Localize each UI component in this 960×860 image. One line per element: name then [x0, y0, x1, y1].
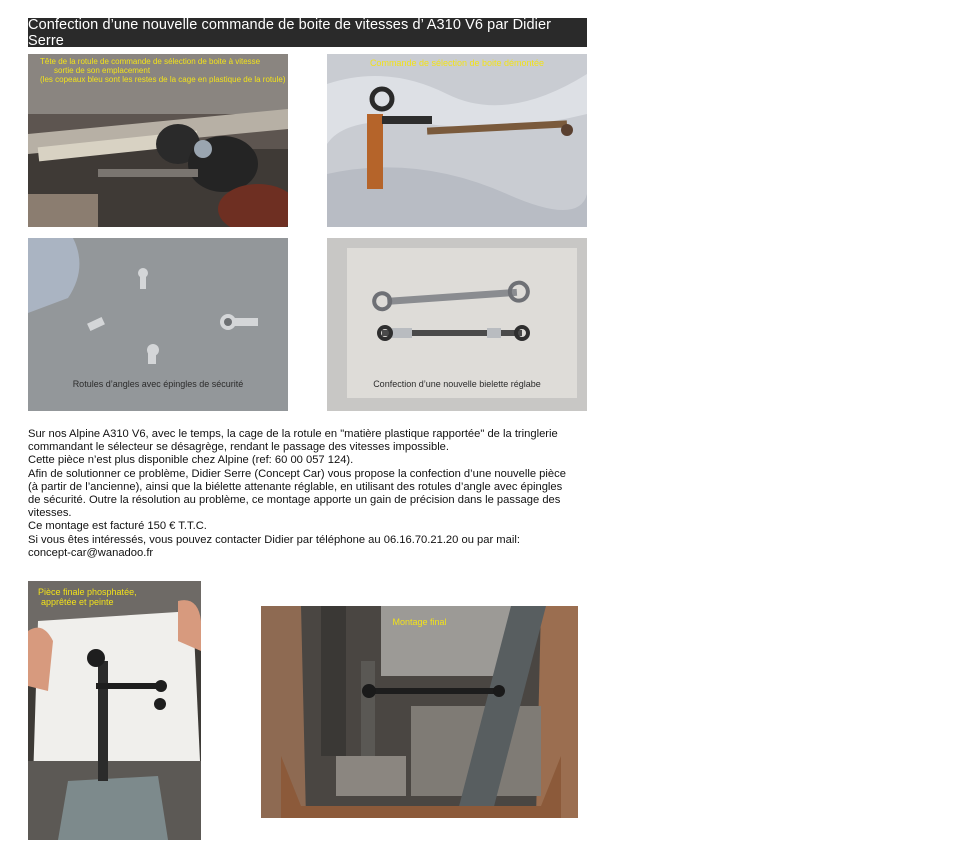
caption-line: Pièce finale phosphatée,: [38, 587, 137, 597]
caption-line: Tête de la rotule de commande de sélection de boite à vitesse: [40, 57, 261, 66]
contact-email[interactable]: concept-car@wanadoo.fr: [28, 546, 154, 559]
text-line: (à partir de l’ancienne), ainsi que la biélette attenante réglable, en utilisant des rotules d’angle avec épingles: [28, 480, 563, 493]
photo-ball-joints: [28, 238, 288, 411]
description-text: [28, 428, 598, 560]
photo-caption: Confection d’une nouvelle bielette réglabe: [373, 379, 541, 389]
photo-final-assembly: [261, 606, 578, 818]
page-title: Confection d’une nouvelle commande de boite de vitesses d’ A310 V6 par Didier Serre: [28, 18, 587, 47]
text-line: commandant le sélecteur se désagrège, rendant le passage des vitesses impossible.: [28, 441, 450, 454]
caption-line: apprêtée et peinte: [41, 597, 114, 607]
photo-ball-joint-in-place: [28, 54, 288, 227]
photo-new-link: [327, 238, 587, 411]
caption-line: (les copeaux bleu sont les restes de la cage en plastique de la rotule): [40, 75, 286, 84]
caption-line: sortie de son emplacement: [54, 66, 151, 75]
photo-caption: Montage final: [392, 617, 447, 627]
photo-caption: [40, 57, 285, 84]
photo-finished-part: [28, 581, 201, 840]
text-line: de sécurité. Outre la résolution au problème, ce montage apporte un gain de précision dans le passage des: [28, 494, 561, 507]
text-line: Sur nos Alpine A310 V6, avec le temps, la cage de la rotule en "matière plastique rapportée" de la tringlerie: [28, 428, 558, 440]
photo-caption: [38, 587, 137, 607]
text-line: Si vous êtes intéressés, vous pouvez contacter Didier par téléphone au 06.16.70.21.20 ou par mail:: [28, 533, 520, 546]
text-line: vitesses.: [28, 507, 72, 520]
text-line: Cette pièce n’est plus disponible chez Alpine (ref: 60 00 057 124).: [28, 454, 354, 467]
text-line: Afin de solutionner ce problème, Didier Serre (Concept Car) vous propose la confection d’une nouvelle pièce: [28, 467, 566, 480]
photo-caption: Commande de sélection de boite démontée: [369, 58, 545, 68]
text-line: Ce montage est facturé 150 € T.T.C.: [28, 520, 207, 533]
photo-removed-selector: [327, 54, 587, 227]
photo-caption: Rotules d’angles avec épingles de sécurité: [72, 379, 244, 389]
